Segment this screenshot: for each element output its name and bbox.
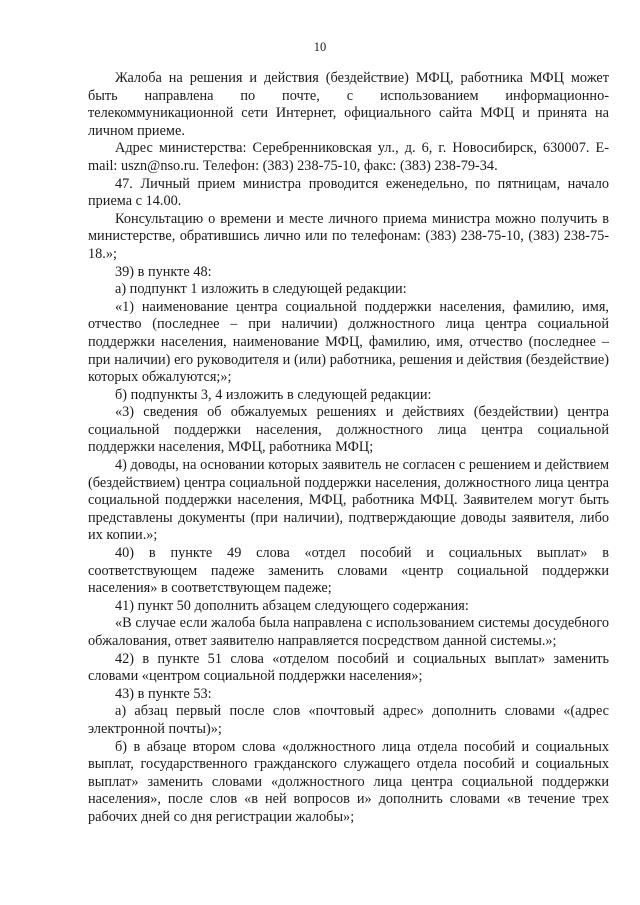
paragraph: 4) доводы, на основании которых заявитель не согласен с решением и действием (бездействием) центра социальной поддержки населения, должностного лица центра социальной поддержки населения, МФЦ, работника МФЦ. Заявителем могут быть представлены документы (при наличии), подтверждающие доводы заявителя, либо их копии.»;: [88, 457, 609, 544]
paragraph: «В случае если жалоба была направлена с использованием системы досудебного обжалования, ответ заявителю направляется посредством данной системы.»;: [88, 615, 609, 649]
paragraph: а) подпункт 1 изложить в следующей редакции:: [115, 281, 407, 298]
paragraph: «3) сведения об обжалуемых решениях и действиях (бездействии) центра социальной поддержки населения, должностного лица центра социальной поддержки населения, МФЦ, работника МФЦ;: [88, 404, 609, 456]
paragraph: б) подпункты 3, 4 изложить в следующей редакции:: [115, 386, 432, 403]
paragraph: Жалоба на решения и действия (бездействие) МФЦ, работника МФЦ может быть направлена по почте, с использованием информационно-телекоммуникационной сети Интернет, официального сайта МФЦ и принята на личном приеме.: [88, 70, 609, 139]
paragraph: Адрес министерства: Серебренниковская ул., д. 6, г. Новосибирск, 630007. E-mail: uszn@nso.ru. Телефон: (383) 238-75-10, факс: (383) 238-79-34.: [88, 140, 609, 174]
paragraph: а) абзац первый после слов «почтовый адрес» дополнить словами «(адрес электронной почты)»;: [88, 703, 609, 737]
paragraph: б) в абзаце втором слова «должностного лица отдела пособий и социальных выплат, государственного гражданского служащего отдела пособий и социальных выплат» заменить словами «должностного лица центра социальной поддержки населения», после слов «в ней вопросов и» дополнить словами «в течение трех рабочих дней со дня регистрации жалобы»;: [88, 738, 609, 825]
paragraph: 47. Личный прием министра проводится еженедельно, по пятницам, начало приема с 14.00.: [88, 175, 609, 210]
paragraph: «1) наименование центра социальной поддержки населения, фамилию, имя, отчество (последнее – при наличии) должностного лица центра социальной поддержки населения, наименование МФЦ, фамилию, имя, отчество (последнее – при наличии) его руководителя и (или) работника, решения и действия (бездействие) которых обжалуются;»;: [88, 298, 609, 386]
paragraph: Консультацию о времени и месте личного приема министра можно получить в министерстве, обратившись лично или по телефонам: (383) 238-75-10, (383) 238-75-18.»;: [88, 210, 609, 262]
page-number: 10: [313, 40, 327, 54]
paragraph: 43) в пункте 53:: [115, 685, 212, 702]
paragraph: 42) в пункте 51 слова «отделом пособий и социальных выплат» заменить словами «центром социальной поддержки населения»;: [88, 650, 609, 685]
document-body: [88, 70, 609, 827]
paragraph: 39) в пункте 48:: [115, 263, 212, 280]
paragraph: 40) в пункте 49 слова «отдел пособий и социальных выплат» в соответствующем падеже заменить словами «центр социальной поддержки населения» в соответствующем падеже;: [88, 545, 609, 597]
paragraph: 41) пункт 50 дополнить абзацем следующего содержания:: [115, 597, 469, 614]
